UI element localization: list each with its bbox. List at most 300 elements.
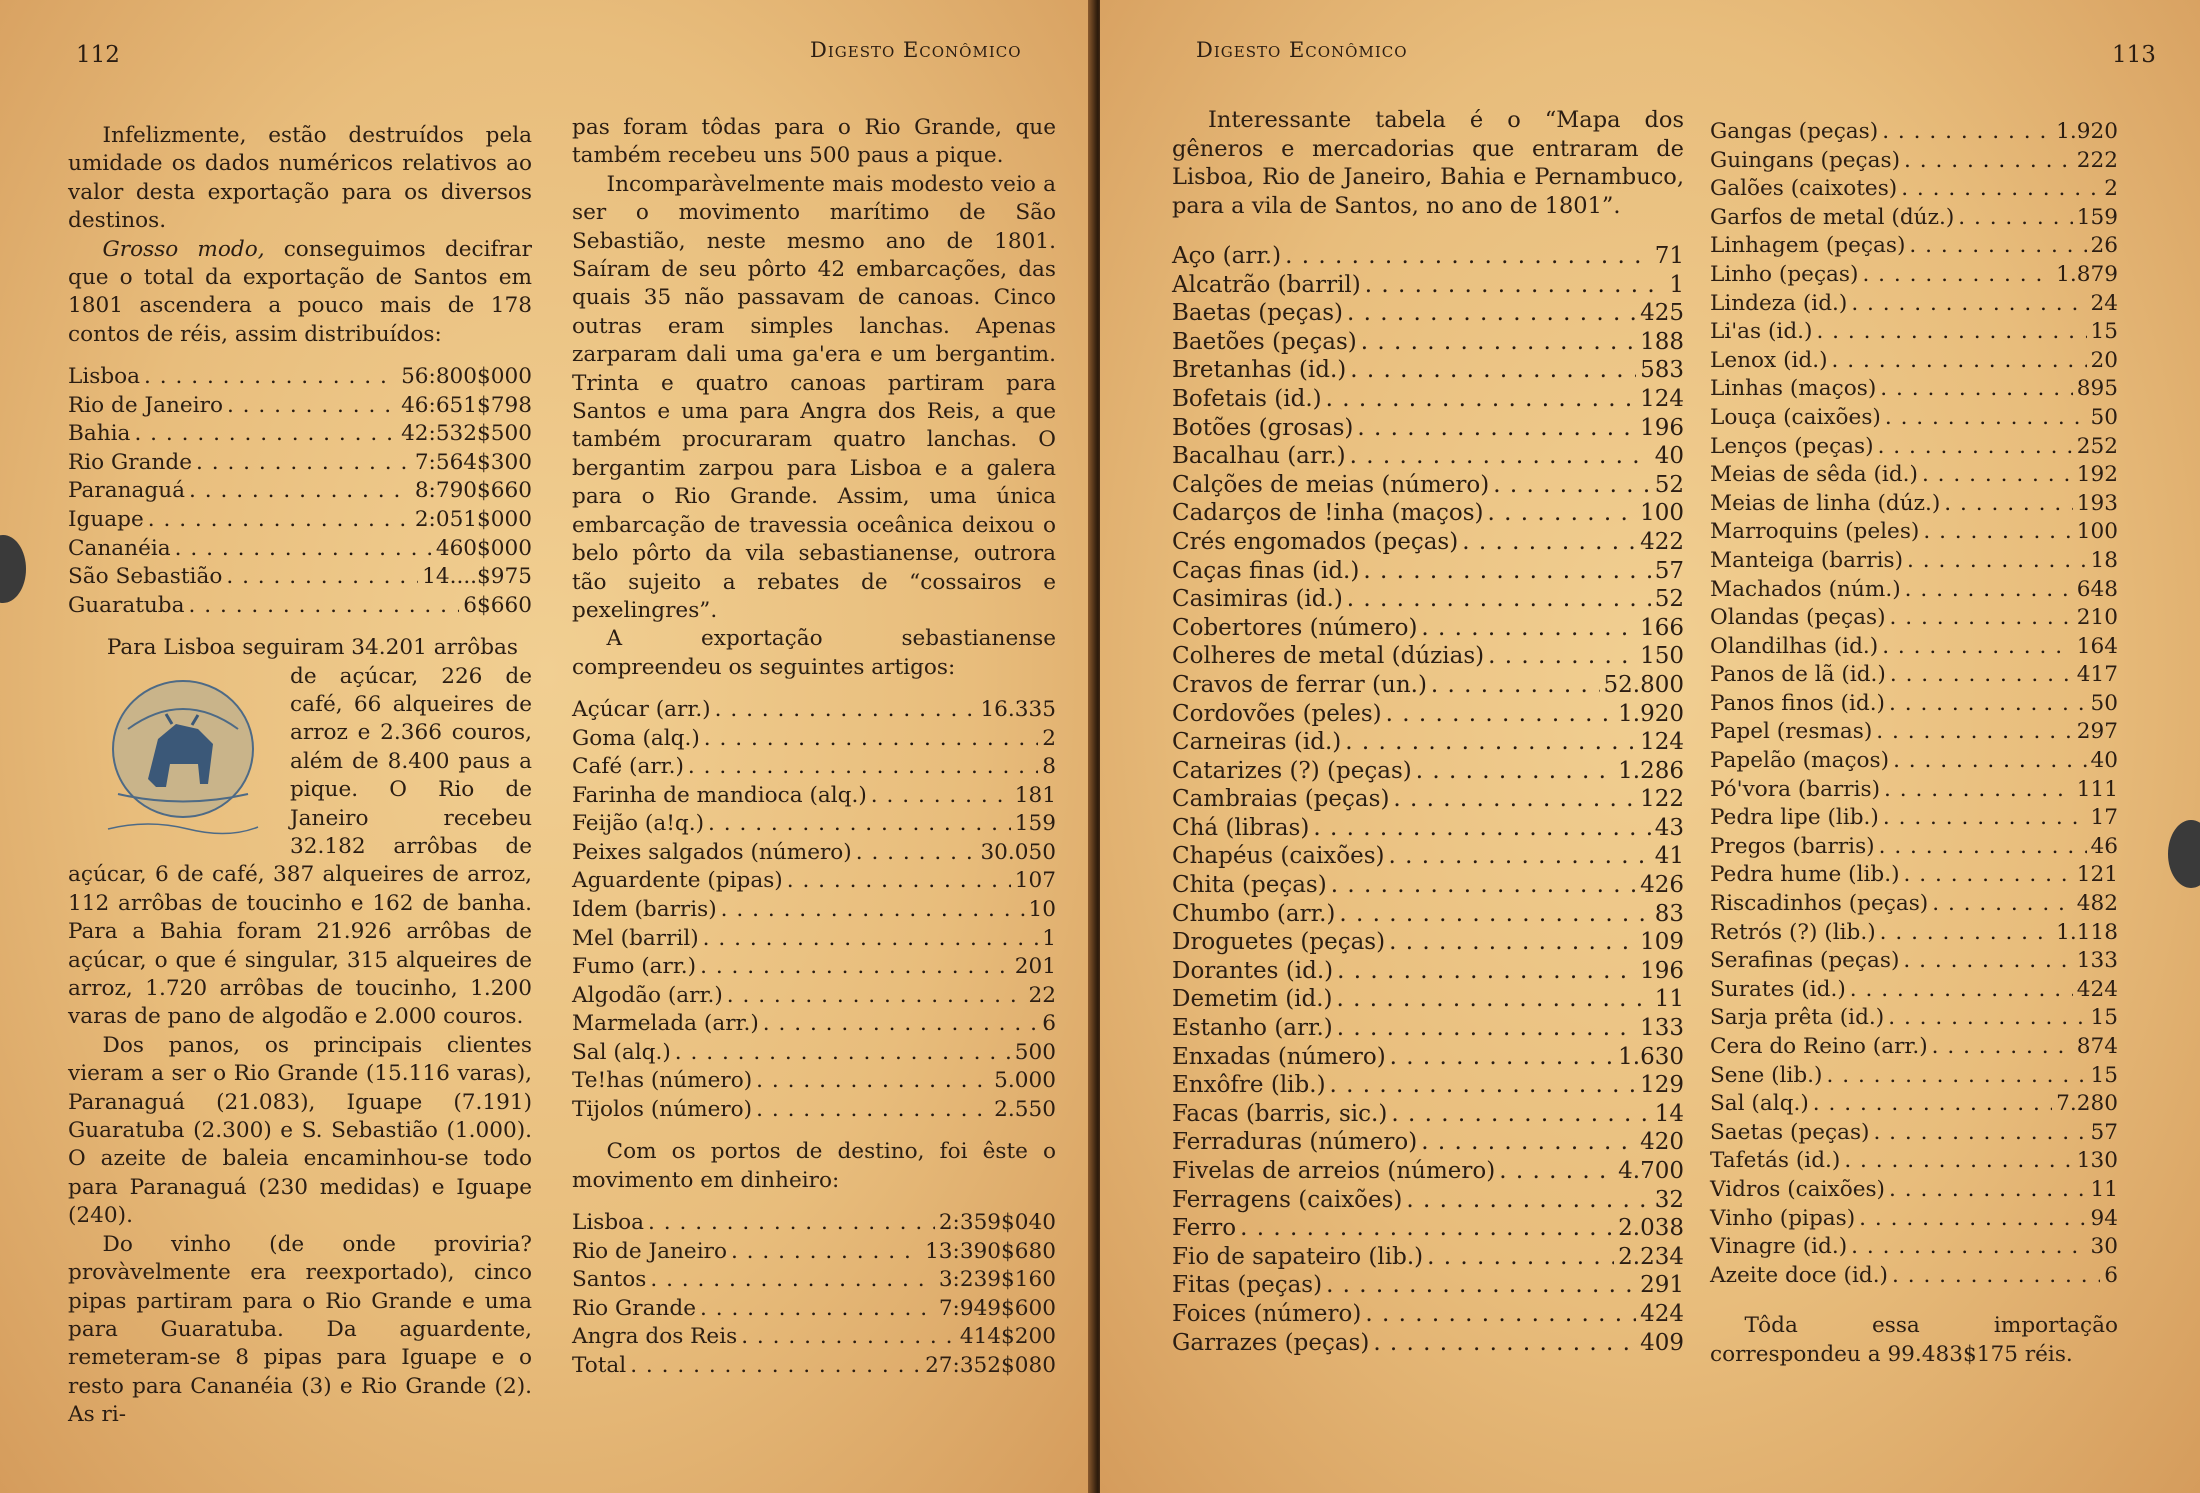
paragraph: Com os portos de destino, foi êste o movimento em dinheiro: bbox=[572, 1139, 1056, 1193]
table-row bbox=[1710, 747, 2118, 776]
leader-dots bbox=[1882, 633, 2073, 661]
row-label: Chita (peças) bbox=[1172, 872, 1327, 899]
leader-dots bbox=[1890, 661, 2073, 689]
table-row bbox=[1172, 356, 1684, 385]
row-value: 2:051$000 bbox=[414, 506, 532, 532]
table-row bbox=[68, 420, 532, 449]
leader-dots bbox=[1365, 271, 1666, 299]
row-label: Fitas (peças) bbox=[1172, 1272, 1323, 1299]
leader-dots bbox=[1431, 671, 1600, 699]
row-value: 124 bbox=[1640, 385, 1684, 412]
row-value: 94 bbox=[2090, 1205, 2118, 1231]
row-label: Ferraduras (número) bbox=[1172, 1129, 1418, 1156]
row-label: Olandas (peças) bbox=[1710, 605, 1886, 631]
table-row bbox=[1172, 1300, 1684, 1329]
leader-dots bbox=[1390, 1043, 1614, 1071]
table-row bbox=[1172, 1100, 1684, 1129]
row-label: Rio de Janeiro bbox=[572, 1238, 727, 1264]
table-row bbox=[1172, 785, 1684, 814]
paragraph: Incomparàvelmente mais modesto veio a ser o movimento marítimo de São Sebastião, neste mesmo ano de 1801. Saíram de seu pôrto 42 embarcações, das quais 35 não passavam de canoas. Cinco outras eram simples lanchas. Apenas zarparam dali uma ga'era e um bergantim. Trinta e quatro canoas partiram para Santos e uma para Angra dos Reis, a que também procuraram quatro lanchas. O bergantim zarpou para Lisboa e a galera para o Rio Grande. Assim, uma única embarcação de travessia oceânica deixou o belo pôrto da vila sebastianense, outrora tão sujeito a rebates de “cossairos e pexelingres”. bbox=[572, 171, 1056, 623]
table-row bbox=[572, 1323, 1056, 1352]
table-row bbox=[1710, 490, 2118, 519]
row-label: Idem (barris) bbox=[572, 896, 717, 922]
row-label: Goma (alq.) bbox=[572, 725, 700, 751]
row-label: Pregos (barris) bbox=[1710, 833, 1875, 859]
leader-dots bbox=[704, 725, 1038, 753]
leader-dots bbox=[1816, 318, 2086, 346]
table-row bbox=[1172, 299, 1684, 328]
leader-dots bbox=[1416, 757, 1614, 785]
table-row bbox=[1710, 804, 2118, 833]
leader-dots bbox=[1487, 499, 1636, 527]
running-head: Digesto Econômico bbox=[1196, 38, 1408, 62]
leader-dots bbox=[1859, 1205, 2086, 1233]
row-value: 196 bbox=[1640, 957, 1684, 984]
table-row bbox=[1172, 985, 1684, 1014]
leader-dots bbox=[134, 420, 397, 448]
leader-dots bbox=[1851, 290, 2086, 318]
row-value: 2 bbox=[1042, 725, 1056, 751]
table-row bbox=[1710, 776, 2118, 805]
table-row bbox=[1172, 585, 1684, 614]
imports-table-part-2 bbox=[1710, 118, 2118, 1290]
row-label: Cananéia bbox=[68, 535, 171, 561]
leader-dots bbox=[1932, 1033, 2073, 1061]
table-row bbox=[1172, 1128, 1684, 1157]
row-label: Lisboa bbox=[572, 1210, 645, 1236]
row-value: 121 bbox=[2076, 862, 2118, 888]
leader-dots bbox=[1878, 433, 2073, 461]
leader-dots bbox=[1421, 1128, 1636, 1156]
paragraph-text: conseguimos decifrar que o total da exportação de Santos em 1801 ascendera a pouco mais de 178 contos de réis, assim distribuídos: bbox=[68, 236, 532, 347]
row-label: Total bbox=[572, 1352, 627, 1378]
row-label: Guaratuba bbox=[68, 592, 185, 618]
table-row bbox=[1172, 642, 1684, 671]
row-value: 52.800 bbox=[1603, 671, 1684, 698]
leader-dots bbox=[1932, 890, 2073, 918]
row-label: Cambraias (peças) bbox=[1172, 786, 1390, 813]
leader-dots bbox=[1389, 928, 1636, 956]
leader-dots bbox=[1844, 1147, 2072, 1175]
row-value: 648 bbox=[2076, 576, 2118, 602]
table-row bbox=[1710, 833, 2118, 862]
leader-dots bbox=[1907, 547, 2087, 575]
leader-dots bbox=[1873, 1119, 2086, 1147]
row-label: Sal (alq.) bbox=[1710, 1091, 1809, 1117]
row-value: 50 bbox=[2090, 690, 2118, 716]
row-value: 297 bbox=[2076, 719, 2118, 745]
row-label: Rio Grande bbox=[572, 1295, 696, 1321]
row-label: Chumbo (arr.) bbox=[1172, 900, 1336, 927]
leader-dots bbox=[1363, 557, 1650, 585]
row-value: 56:800$000 bbox=[401, 364, 532, 390]
table-row bbox=[1172, 1071, 1684, 1100]
row-value: 1 bbox=[1669, 271, 1684, 298]
row-value: 30 bbox=[2090, 1234, 2118, 1260]
row-value: 41 bbox=[1654, 843, 1684, 870]
leader-dots bbox=[1389, 842, 1651, 870]
table-row bbox=[572, 982, 1056, 1011]
leader-dots bbox=[1892, 1262, 2100, 1290]
row-label: Sene (lib.) bbox=[1710, 1062, 1823, 1088]
row-value: 129 bbox=[1640, 1072, 1684, 1099]
row-label: Bacalhau (arr.) bbox=[1172, 443, 1346, 470]
table-row bbox=[1710, 290, 2118, 319]
leader-dots bbox=[1337, 1014, 1636, 1042]
row-label: Foices (número) bbox=[1172, 1300, 1362, 1327]
row-label: Fio de sapateiro (lib.) bbox=[1172, 1243, 1424, 1270]
row-value: 414$200 bbox=[959, 1324, 1056, 1350]
leader-dots bbox=[1347, 585, 1651, 613]
row-label: Vidros (caixões) bbox=[1710, 1176, 1885, 1202]
row-value: 188 bbox=[1640, 328, 1684, 355]
table-row bbox=[572, 1238, 1056, 1267]
row-value: 130 bbox=[2076, 1148, 2118, 1174]
row-value: 482 bbox=[2076, 891, 2118, 917]
row-label: Lenços (peças) bbox=[1710, 433, 1874, 459]
leader-dots bbox=[1406, 1186, 1650, 1214]
row-value: 100 bbox=[1640, 500, 1684, 527]
row-label: Louça (caixões) bbox=[1710, 404, 1881, 430]
leader-dots bbox=[1901, 175, 2100, 203]
row-label: Estanho (arr.) bbox=[1172, 1015, 1333, 1042]
leader-dots bbox=[1373, 1329, 1636, 1357]
row-label: Feijão (a!q.) bbox=[572, 811, 705, 837]
row-label: Lenox (id.) bbox=[1710, 347, 1828, 373]
row-label: Riscadinhos (peças) bbox=[1710, 891, 1929, 917]
leader-dots bbox=[1889, 1176, 2087, 1204]
table-row bbox=[1710, 1062, 2118, 1091]
row-value: 133 bbox=[1640, 1015, 1684, 1042]
table-row bbox=[68, 592, 532, 621]
table-row bbox=[1172, 928, 1684, 957]
row-label: Li'as (id.) bbox=[1710, 319, 1813, 345]
row-value: 895 bbox=[2076, 376, 2118, 402]
row-label: Tijolos (número) bbox=[572, 1096, 753, 1122]
row-value: 17 bbox=[2090, 805, 2118, 831]
row-label: Chapéus (caixões) bbox=[1172, 843, 1385, 870]
table-row bbox=[1710, 147, 2118, 176]
leader-dots bbox=[741, 1323, 956, 1351]
table-row bbox=[1710, 919, 2118, 948]
row-label: Guingans (peças) bbox=[1710, 147, 1901, 173]
row-value: 124 bbox=[1640, 729, 1684, 756]
row-label: Serafinas (peças) bbox=[1710, 948, 1900, 974]
row-label: Surates (id.) bbox=[1710, 976, 1846, 1002]
table-row bbox=[68, 363, 532, 392]
row-value: 2 bbox=[2104, 176, 2118, 202]
row-value: 193 bbox=[2076, 490, 2118, 516]
table-row bbox=[1710, 690, 2118, 719]
leader-dots bbox=[1923, 518, 2072, 546]
table-row bbox=[1172, 814, 1684, 843]
row-label: Te!has (número) bbox=[572, 1068, 753, 1094]
table-row bbox=[572, 867, 1056, 896]
row-value: 201 bbox=[1014, 954, 1056, 980]
table-row bbox=[572, 696, 1056, 725]
leader-dots bbox=[1826, 1062, 2086, 1090]
table-row bbox=[572, 782, 1056, 811]
row-value: 52 bbox=[1654, 471, 1684, 498]
row-label: Fumo (arr.) bbox=[572, 954, 697, 980]
row-label: Bofetais (id.) bbox=[1172, 385, 1322, 412]
leader-dots bbox=[1337, 957, 1636, 985]
row-value: 71 bbox=[1654, 243, 1684, 269]
leader-dots bbox=[650, 1266, 934, 1294]
leader-dots bbox=[700, 953, 1011, 981]
row-value: 6$660 bbox=[463, 592, 532, 618]
row-value: 27:352$080 bbox=[925, 1352, 1056, 1378]
row-value: 1.630 bbox=[1618, 1043, 1684, 1070]
row-label: Sarja prêta (id.) bbox=[1710, 1005, 1885, 1031]
leader-dots bbox=[1958, 204, 2073, 232]
leader-dots bbox=[1326, 1271, 1636, 1299]
paragraph bbox=[68, 236, 532, 350]
leader-dots bbox=[1391, 1100, 1650, 1128]
leader-dots bbox=[756, 1067, 990, 1095]
table-row bbox=[68, 535, 532, 564]
row-value: 583 bbox=[1640, 357, 1684, 384]
row-label: Chá (libras) bbox=[1172, 814, 1310, 841]
table-row bbox=[1172, 671, 1684, 700]
row-value: 15 bbox=[2090, 319, 2118, 345]
table-row bbox=[1710, 518, 2118, 547]
row-label: Cobertores (número) bbox=[1172, 614, 1418, 641]
row-value: 181 bbox=[1014, 782, 1056, 808]
row-value: 13:390$680 bbox=[925, 1238, 1056, 1264]
table-row bbox=[1172, 499, 1684, 528]
row-value: 14 bbox=[1654, 1100, 1684, 1127]
leader-dots bbox=[1922, 461, 2073, 489]
row-value: 109 bbox=[1640, 929, 1684, 956]
row-value: 417 bbox=[2076, 662, 2118, 688]
row-label: Colheres de metal (dúzias) bbox=[1172, 643, 1485, 670]
leader-dots bbox=[1893, 747, 2086, 775]
row-value: 57 bbox=[1654, 557, 1684, 584]
leader-dots bbox=[1499, 1157, 1614, 1185]
table-row bbox=[572, 839, 1056, 868]
row-value: 159 bbox=[1014, 811, 1056, 837]
leader-dots bbox=[1850, 976, 2073, 1004]
row-value: 1.920 bbox=[2056, 119, 2118, 144]
table-row bbox=[1710, 318, 2118, 347]
leader-dots bbox=[1365, 1300, 1636, 1328]
row-value: 500 bbox=[1014, 1039, 1056, 1065]
row-label: Bahia bbox=[68, 421, 131, 447]
table-row bbox=[572, 953, 1056, 982]
table-row bbox=[1172, 528, 1684, 557]
right-column-1 bbox=[1172, 106, 1684, 1357]
table-row bbox=[572, 753, 1056, 782]
row-value: 107 bbox=[1014, 868, 1056, 894]
row-label: Cordovões (peles) bbox=[1172, 700, 1382, 727]
left-column-1 bbox=[68, 122, 532, 1430]
table-row bbox=[572, 1352, 1056, 1381]
table-row bbox=[1172, 842, 1684, 871]
paragraph: Interessante tabela é o “Mapa dos gêneros e mercadorias que entraram de Lisboa, Rio de Janeiro, Bahia e Pernambuco, para a vila de Santos, no ano de 1801”. bbox=[1172, 107, 1684, 219]
row-value: 15 bbox=[2090, 1005, 2118, 1031]
row-label: Enxôfre (lib.) bbox=[1172, 1072, 1326, 1099]
table-row bbox=[1710, 232, 2118, 261]
table-row bbox=[1172, 757, 1684, 786]
row-value: 46:651$798 bbox=[401, 392, 532, 418]
export-destination-table bbox=[68, 363, 532, 620]
row-label: Calções de meias (número) bbox=[1172, 471, 1490, 498]
row-value: 3:239$160 bbox=[938, 1267, 1056, 1293]
row-label: Casimiras (id.) bbox=[1172, 586, 1343, 613]
row-value: 166 bbox=[1640, 614, 1684, 641]
row-label: Café (arr.) bbox=[572, 754, 684, 780]
table-row bbox=[1172, 728, 1684, 757]
table-row bbox=[572, 925, 1056, 954]
table-row bbox=[572, 1067, 1056, 1096]
row-value: 11 bbox=[2090, 1176, 2118, 1202]
row-value: 111 bbox=[2076, 776, 2118, 802]
row-label: Pedra lipe (lib.) bbox=[1710, 805, 1879, 831]
page-number: 113 bbox=[2112, 42, 2156, 68]
row-label: Garfos de metal (dúz.) bbox=[1710, 204, 1955, 230]
table-row bbox=[1172, 1271, 1684, 1300]
row-value: 4.700 bbox=[1618, 1158, 1684, 1184]
row-value: 424 bbox=[2076, 976, 2118, 1002]
row-label: Ferro bbox=[1172, 1215, 1237, 1242]
table-row bbox=[1710, 633, 2118, 662]
row-label: Vinho (pipas) bbox=[1710, 1205, 1856, 1231]
row-value: 20 bbox=[2090, 347, 2118, 373]
row-value: 2.038 bbox=[1618, 1215, 1684, 1242]
row-value: 100 bbox=[2076, 519, 2118, 545]
leader-dots bbox=[1347, 299, 1636, 327]
row-value: 150 bbox=[1640, 643, 1684, 670]
leader-dots bbox=[715, 696, 977, 724]
leader-dots bbox=[189, 592, 460, 620]
table-row bbox=[572, 725, 1056, 754]
leader-dots bbox=[1240, 1214, 1614, 1242]
italic-phrase: Grosso modo, bbox=[102, 236, 265, 262]
row-label: Manteiga (barris) bbox=[1710, 547, 1903, 573]
leader-dots bbox=[1832, 347, 2087, 375]
leader-dots bbox=[144, 363, 397, 391]
leader-dots bbox=[1493, 471, 1651, 499]
table-row bbox=[572, 1096, 1056, 1125]
row-value: 5.000 bbox=[994, 1068, 1056, 1094]
leader-dots bbox=[189, 477, 411, 505]
table-row bbox=[572, 896, 1056, 925]
table-row bbox=[1172, 557, 1684, 586]
leader-dots bbox=[1903, 947, 2072, 975]
leader-dots bbox=[648, 1209, 935, 1237]
row-label: Demetim (id.) bbox=[1172, 986, 1333, 1013]
row-label: Farinha de mandioca (alq.) bbox=[572, 782, 867, 808]
table-row bbox=[1710, 604, 2118, 633]
row-label: Papel (resmas) bbox=[1710, 719, 1873, 745]
row-value: 1.920 bbox=[1618, 700, 1684, 727]
row-label: Linhas (maços) bbox=[1710, 376, 1877, 402]
row-value: 24 bbox=[2090, 290, 2118, 316]
row-label: Caças finas (id.) bbox=[1172, 557, 1360, 584]
paragraph: pas foram tôdas para o Rio Grande, que também recebeu uns 500 paus a pique. bbox=[572, 115, 1056, 169]
row-label: Azeite doce (id.) bbox=[1710, 1262, 1888, 1288]
leader-dots bbox=[721, 896, 1025, 924]
table-row bbox=[68, 477, 532, 506]
row-value: 252 bbox=[2076, 433, 2118, 459]
row-label: Dorantes (id.) bbox=[1172, 957, 1334, 984]
row-value: 422 bbox=[1640, 528, 1684, 555]
row-value: 196 bbox=[1640, 414, 1684, 441]
table-row bbox=[1710, 576, 2118, 605]
leader-dots bbox=[1330, 1071, 1637, 1099]
table-row bbox=[1710, 433, 2118, 462]
leader-dots bbox=[1313, 814, 1650, 842]
table-row bbox=[1172, 271, 1684, 300]
row-value: 15 bbox=[2090, 1062, 2118, 1088]
row-label: Crés engomados (peças) bbox=[1172, 528, 1459, 555]
table-row bbox=[1172, 1329, 1684, 1358]
leader-dots bbox=[1462, 528, 1636, 556]
row-value: 46 bbox=[2090, 833, 2118, 859]
row-label: Angra dos Reis bbox=[572, 1324, 738, 1350]
row-label: Gangas (peças) bbox=[1710, 119, 1879, 144]
binding-hole bbox=[2168, 820, 2200, 888]
row-value: 222 bbox=[2076, 147, 2118, 173]
row-label: Aguardente (pipas) bbox=[572, 868, 783, 894]
row-label: Lindeza (id.) bbox=[1710, 290, 1848, 316]
row-label: Alcatrão (barril) bbox=[1172, 271, 1361, 298]
table-row bbox=[68, 506, 532, 535]
table-row bbox=[1710, 1119, 2118, 1148]
row-label: Panos de lã (id.) bbox=[1710, 662, 1886, 688]
row-label: Meias de sêda (id.) bbox=[1710, 462, 1918, 488]
table-row bbox=[1172, 1243, 1684, 1272]
row-label: Sal (alq.) bbox=[572, 1039, 671, 1065]
row-label: Olandilhas (id.) bbox=[1710, 633, 1879, 659]
row-value: 7:949$600 bbox=[938, 1295, 1056, 1321]
row-value: 42:532$500 bbox=[401, 421, 532, 447]
leader-dots bbox=[1884, 776, 2073, 804]
row-label: Marmelada (arr.) bbox=[572, 1011, 759, 1037]
table-row bbox=[1710, 1033, 2118, 1062]
row-value: 1.879 bbox=[2056, 261, 2118, 287]
table-row bbox=[1710, 175, 2118, 204]
leader-dots bbox=[1905, 576, 2073, 604]
leader-dots bbox=[1909, 232, 2086, 260]
row-label: Lisboa bbox=[68, 364, 141, 390]
row-value: 6 bbox=[1042, 1011, 1056, 1037]
leader-dots bbox=[1890, 604, 2073, 632]
row-label: Retrós (?) (lib.) bbox=[1710, 919, 1876, 945]
table-row bbox=[1710, 1205, 2118, 1234]
leader-dots bbox=[756, 1096, 990, 1124]
row-label: Algodão (arr.) bbox=[572, 982, 723, 1008]
table-row bbox=[1710, 347, 2118, 376]
table-row bbox=[1172, 871, 1684, 900]
leader-dots bbox=[763, 1010, 1038, 1038]
table-row bbox=[1172, 1014, 1684, 1043]
sebastiao-export-table bbox=[572, 696, 1056, 1124]
row-label: Baetas (peças) bbox=[1172, 300, 1343, 327]
row-value: 2.234 bbox=[1618, 1243, 1684, 1270]
row-value: 8 bbox=[1042, 754, 1056, 780]
leader-dots bbox=[675, 1039, 1011, 1067]
leader-dots bbox=[708, 810, 1011, 838]
row-value: 40 bbox=[2090, 748, 2118, 774]
row-label: Marroquins (peles) bbox=[1710, 519, 1920, 545]
leader-dots bbox=[1880, 375, 2073, 403]
row-value: 426 bbox=[1640, 872, 1684, 899]
port-revenue-table bbox=[572, 1209, 1056, 1380]
leader-dots bbox=[871, 782, 1011, 810]
table-row bbox=[1172, 957, 1684, 986]
